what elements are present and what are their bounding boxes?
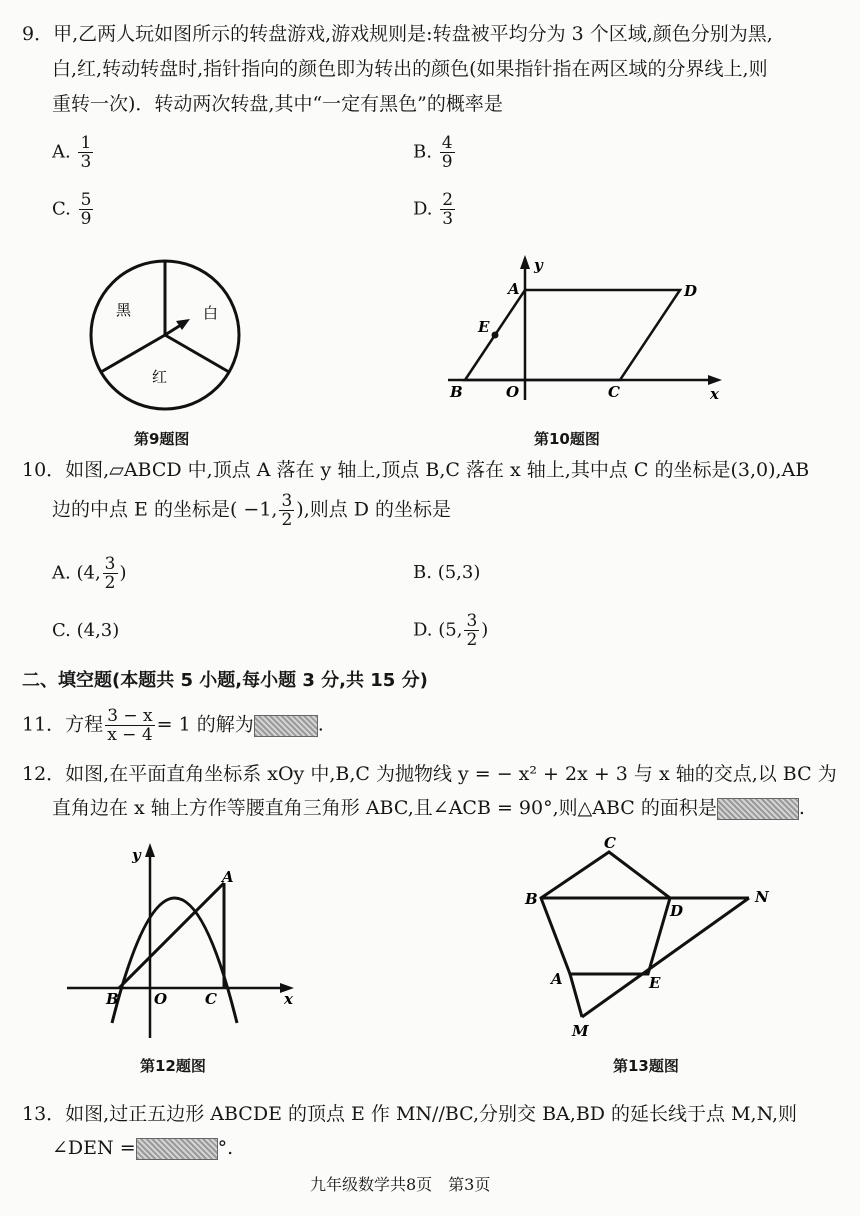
label-b: B [106, 990, 119, 1008]
line-am [570, 974, 582, 1017]
pentagon-abcde [541, 852, 670, 974]
region-red-label: 红 [152, 368, 168, 386]
page-footer: 九年级数学共8页 第3页 [310, 1175, 491, 1194]
q10-option-c[interactable]: C. (4,3) [52, 620, 120, 641]
q11-text: 11．方程 $\frac{3 - x}{x - 4}$ = 1 的解为 . [22, 706, 324, 745]
label-x: x [284, 990, 293, 1008]
label-a: A [508, 280, 520, 298]
divider-line [101, 335, 165, 372]
label-d: D [670, 902, 684, 920]
q10-option-b[interactable]: B. (5,3) [413, 562, 481, 583]
label-e: E [649, 974, 661, 992]
q9-option-d[interactable]: D. $\frac{2}{3}$ [413, 190, 454, 229]
q12-text-line1: 12．如图,在平面直角坐标系 xOy 中,B,C 为抛物线 y = − x² + 2x + 3 与 x 轴的交点,以 BC 为 [22, 763, 837, 785]
label-n: N [755, 888, 769, 906]
parallelogram-figure [440, 250, 740, 410]
label-m: M [572, 1022, 589, 1040]
figure-12-caption: 第12题图 [140, 1057, 206, 1075]
fraction: $\frac{3 - x}{x - 4}$ [107, 706, 153, 745]
q9-text-line2: 白,红,转动转盘时,指针指向的颜色即为转出的颜色(如果指针指在两区域的分界线上,则 [52, 58, 768, 80]
label-a: A [222, 868, 234, 886]
region-black-label: 黑 [116, 301, 132, 319]
q9-option-c[interactable]: C. $\frac{5}{9}$ [52, 190, 92, 229]
q9-option-a[interactable]: A. $\frac{1}{3}$ [52, 133, 92, 172]
q9-text-line1: 9．甲,乙两人玩如图所示的转盘游戏,游戏规则是:转盘被平均分为 3 个区域,颜色分别为黑, [22, 23, 773, 45]
region-white-label: 白 [203, 304, 219, 322]
label-y: y [132, 846, 141, 864]
parabola-figure [62, 838, 312, 1053]
answer-blank[interactable] [717, 798, 799, 820]
figure-9-caption: 第9题图 [134, 430, 190, 448]
y-axis-arrow [520, 255, 530, 269]
q13-text-line1: 13．如图,过正五边形 ABCDE 的顶点 E 作 MN//BC,分别交 BA,BD 的延长线于点 M,N,则 [22, 1103, 798, 1125]
label-o: O [154, 990, 168, 1008]
label-e: E [478, 318, 490, 336]
parabola-curve [112, 898, 237, 1023]
fraction: $\frac{3}{2}$ [104, 554, 116, 593]
fraction: $\frac{5}{9}$ [80, 190, 92, 229]
label-b: B [450, 383, 463, 401]
answer-blank[interactable] [254, 715, 318, 737]
q10-option-a[interactable]: A. (4, $\frac{3}{2}$ ) [52, 554, 127, 593]
q12-text-line2: 直角边在 x 轴上方作等腰直角三角形 ABC,且∠ACB = 90°,则△ABC 的面积是 . [52, 797, 805, 819]
fraction: $\frac{2}{3}$ [442, 190, 454, 229]
label-b: B [525, 890, 538, 908]
pentagon-figure [515, 832, 795, 1047]
spinner-figure [80, 250, 260, 430]
answer-blank[interactable] [136, 1138, 218, 1160]
x-axis-arrow [708, 375, 722, 385]
figure-13-caption: 第13题图 [613, 1057, 679, 1075]
label-x: x [710, 385, 719, 403]
y-axis-arrow [145, 843, 155, 857]
label-c: C [604, 834, 616, 852]
label-c: C [608, 383, 620, 401]
fraction: $\frac{3}{2}$ [281, 491, 293, 530]
fraction: $\frac{3}{2}$ [466, 611, 478, 650]
label-o: O [506, 383, 520, 401]
q10-text-line1: 10．如图,▱ABCD 中,顶点 A 落在 y 轴上,顶点 B,C 落在 x 轴上,其中点 C 的坐标是(3,0),AB [22, 459, 810, 481]
section-2-heading: 二、填空题(本题共 5 小题,每小题 3 分,共 15 分) [22, 670, 428, 691]
label-c: C [205, 990, 217, 1008]
fraction: $\frac{4}{9}$ [441, 133, 453, 172]
figure-10-caption: 第10题图 [534, 430, 600, 448]
label-d: D [684, 282, 698, 300]
label-a: A [551, 970, 563, 988]
q10-text-line2: 边的中点 E 的坐标是( −1, $\frac{3}{2}$ ),则点 D 的坐标是 [52, 491, 452, 530]
point-e [492, 332, 499, 339]
divider-line [165, 335, 229, 372]
label-y: y [534, 256, 543, 274]
q9-text-line3: 重转一次)．转动两次转盘,其中“一定有黑色”的概率是 [52, 93, 503, 115]
q9-option-b[interactable]: B. $\frac{4}{9}$ [413, 133, 453, 172]
q13-text-line2: ∠DEN = °. [52, 1137, 234, 1159]
q10-option-d[interactable]: D. (5, $\frac{3}{2}$ ) [413, 611, 489, 650]
fraction: $\frac{1}{3}$ [80, 133, 92, 172]
